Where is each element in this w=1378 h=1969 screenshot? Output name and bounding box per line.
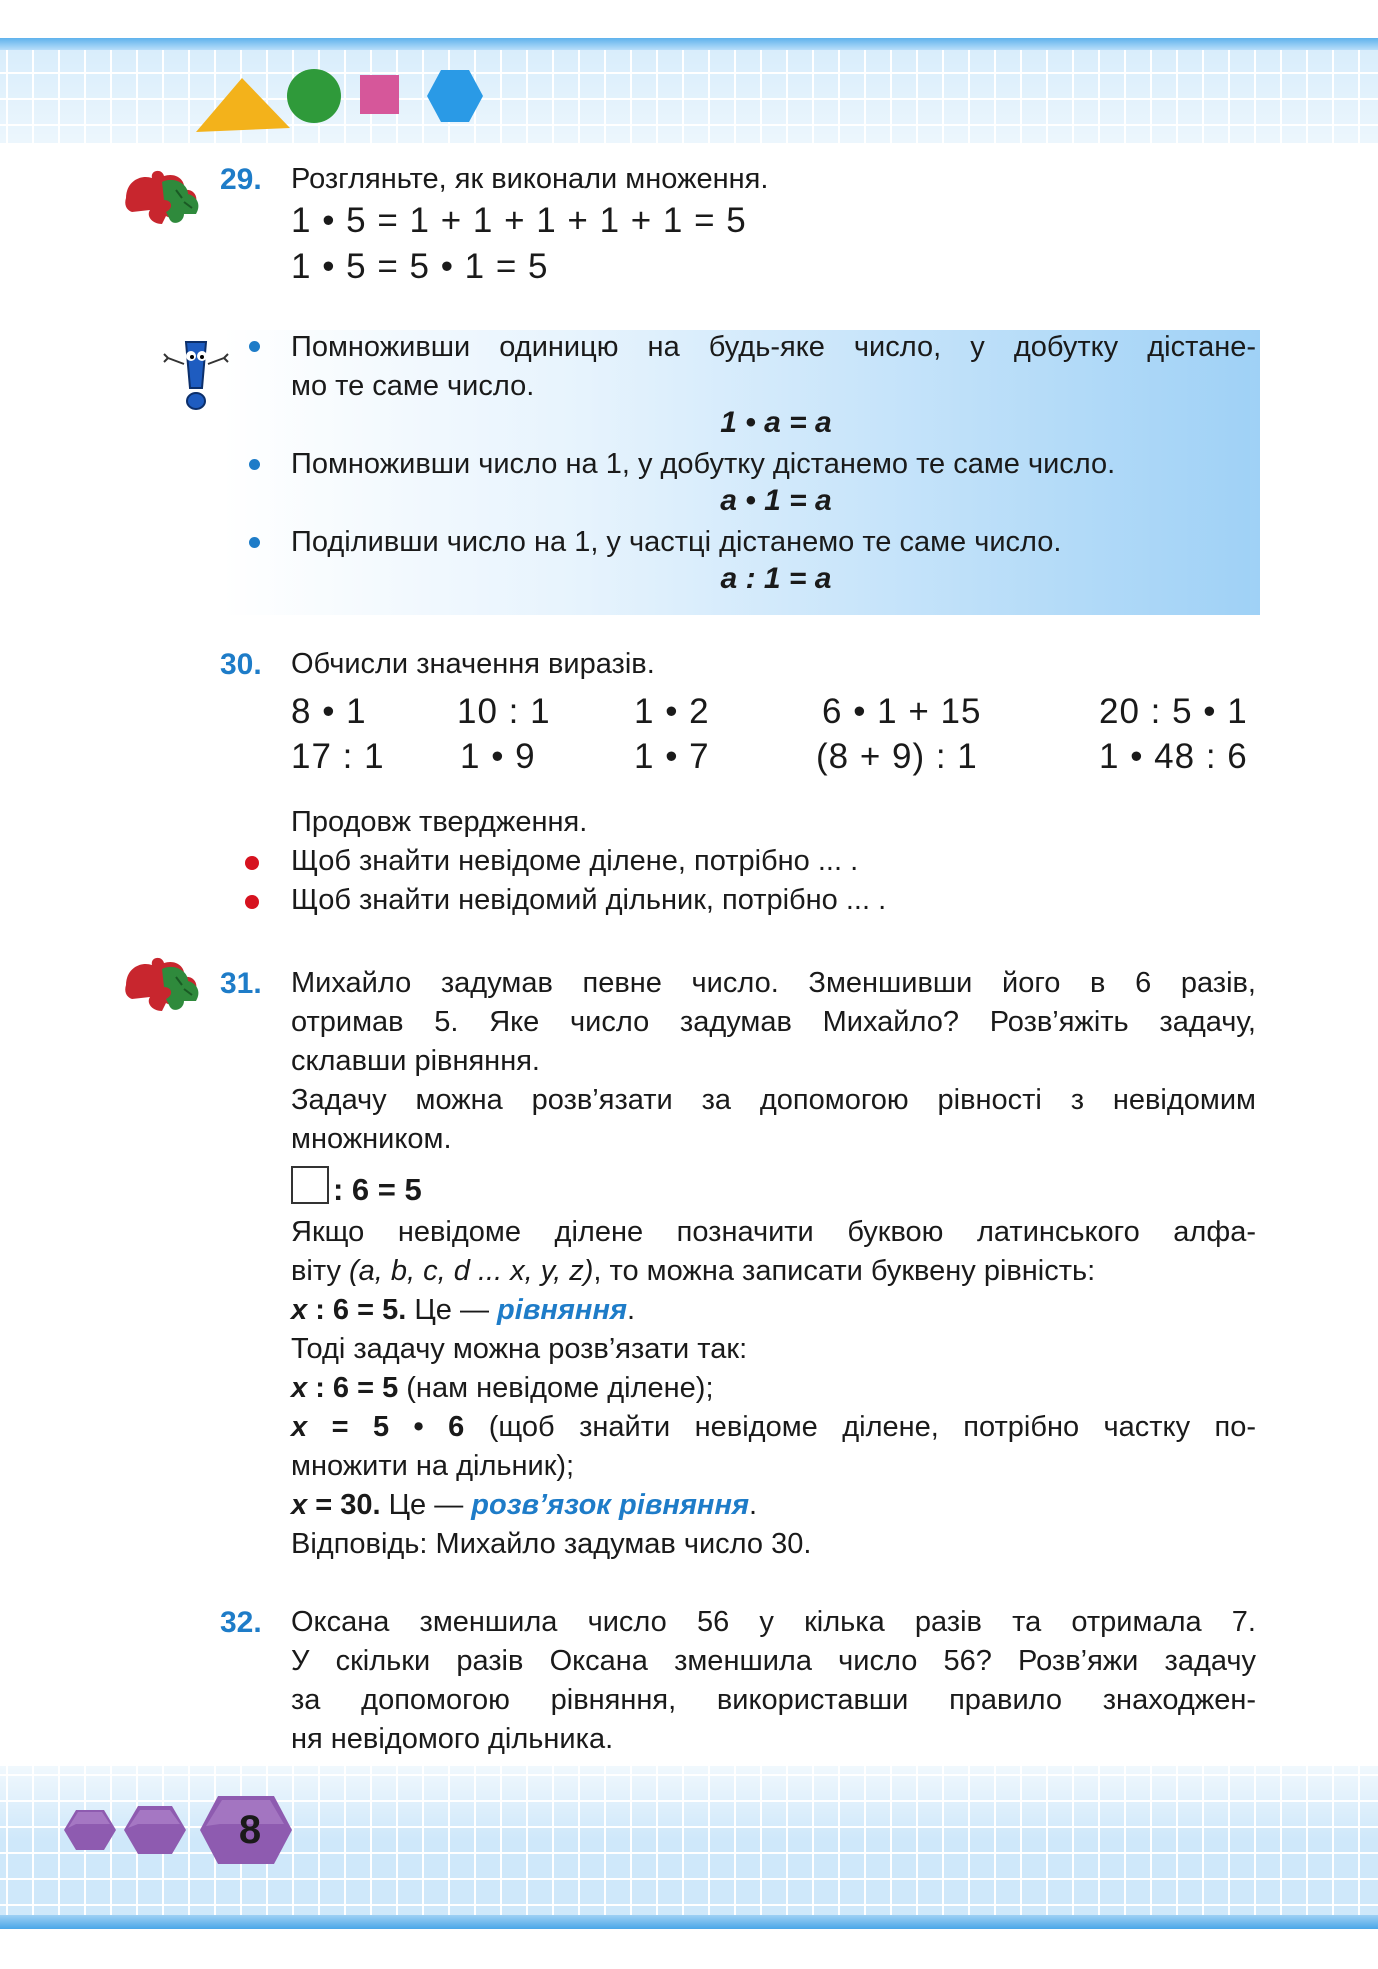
hexagon-shape-icon bbox=[427, 70, 483, 122]
solution-step-3 bbox=[291, 1486, 757, 1525]
expression: 10 : 1 bbox=[457, 692, 551, 731]
step-equation: = 30. bbox=[307, 1489, 381, 1521]
equation-tail: Це — bbox=[406, 1294, 498, 1326]
rule-bullet bbox=[249, 459, 260, 470]
step-note: (щоб знайти невідоме ділене, потрібно частку по- bbox=[464, 1411, 1257, 1443]
rule-2-text: Помноживши число на 1, у добутку дістанемо те саме число. bbox=[291, 448, 1116, 480]
answer: Відповідь: Михайло задумав число 30. bbox=[291, 1528, 812, 1560]
circle-shape-icon bbox=[287, 69, 341, 123]
task-29-number: 29. bbox=[220, 163, 262, 196]
task-31-line: отримав 5. Яке число задумав Михайло? Розв’яжіть задачу, bbox=[291, 1006, 1256, 1038]
rule-bullet bbox=[249, 537, 260, 548]
period: . bbox=[627, 1294, 636, 1326]
term-solution: розв’язок рівняння bbox=[471, 1489, 750, 1521]
expression: 6 • 1 + 15 bbox=[822, 692, 982, 731]
rule-1-line-2: мо те саме число. bbox=[291, 370, 535, 402]
expression: 1 • 9 bbox=[460, 737, 536, 776]
solution-step-2-cont: множити на дільник); bbox=[291, 1450, 575, 1482]
statement-bullet bbox=[245, 856, 259, 870]
step-equation: = 5 • 6 bbox=[307, 1411, 465, 1443]
equation-text: : 6 = 5. bbox=[307, 1294, 407, 1326]
rule-1-line-1: Помноживши одиницю на будь-яке число, у добутку дістане- bbox=[291, 331, 1256, 363]
statement-1: Щоб знайти невідоме ділене, потрібно ... . bbox=[291, 845, 859, 877]
task-31-line: Якщо невідоме ділене позначити буквою латинського алфа- bbox=[291, 1216, 1256, 1248]
period: . bbox=[749, 1489, 758, 1521]
expression: 17 : 1 bbox=[291, 737, 385, 776]
empty-box bbox=[291, 1166, 329, 1204]
task-31-line: Тоді задачу можна розв’язати так: bbox=[291, 1333, 748, 1365]
triangle-shape-icon bbox=[196, 78, 290, 132]
task-31-line-alphabet bbox=[291, 1252, 1095, 1291]
rule-3-formula: a : 1 = a bbox=[720, 562, 832, 595]
task-31-line: склавши рівняння. bbox=[291, 1045, 540, 1077]
task-29-equation-2: 1 • 5 = 5 • 1 = 5 bbox=[291, 247, 549, 286]
solution-step-1 bbox=[291, 1369, 714, 1408]
solution-step-2 bbox=[291, 1408, 1256, 1447]
task-30-number: 30. bbox=[220, 648, 262, 681]
task-31-number: 31. bbox=[220, 967, 262, 1000]
task-29-equation-1: 1 • 5 = 1 + 1 + 1 + 1 + 1 = 5 bbox=[291, 201, 747, 240]
step-tail: Це — bbox=[380, 1489, 472, 1521]
header-shapes bbox=[190, 58, 490, 138]
statement-bullet bbox=[245, 895, 259, 909]
expression: 20 : 5 • 1 bbox=[1099, 692, 1248, 731]
task-32-line: за допомогою рівняння, використавши правило знаходжен- bbox=[291, 1684, 1256, 1716]
expression: 1 • 7 bbox=[634, 737, 710, 776]
continue-label: Продовж твердження. bbox=[291, 806, 588, 838]
task-31-line: множником. bbox=[291, 1123, 452, 1155]
equation-definition bbox=[291, 1291, 635, 1330]
expression: 8 • 1 bbox=[291, 692, 367, 731]
variable-x: x bbox=[291, 1294, 308, 1326]
box-equation-text: : 6 = 5 bbox=[333, 1172, 422, 1207]
square-shape-icon bbox=[360, 75, 399, 114]
rule-2-formula: a • 1 = a bbox=[720, 484, 832, 517]
puzzle-icon bbox=[122, 955, 204, 1017]
task-30-title: Обчисли значення виразів. bbox=[291, 648, 655, 680]
task-32-line: ня невідомого дільника. bbox=[291, 1723, 614, 1755]
rule-3-text: Поділивши число на 1, у частці дістанемо те саме число. bbox=[291, 526, 1062, 558]
task-31-line: Задачу можна розв’язати за допомогою рівності з невідомим bbox=[291, 1084, 1256, 1116]
rule-1-formula: 1 • a = a bbox=[720, 406, 832, 439]
task-32-line: Оксана зменшила число 56 у кілька разів та отримала 7. bbox=[291, 1606, 1256, 1638]
expression: 1 • 2 bbox=[634, 692, 710, 731]
rule-bullet bbox=[249, 341, 260, 352]
variable-x: x bbox=[291, 1372, 308, 1404]
variable-x: x bbox=[291, 1489, 308, 1521]
exclamation-mascot-icon bbox=[160, 338, 232, 414]
alphabet-text: віту bbox=[291, 1255, 350, 1287]
variable-x: x bbox=[291, 1411, 308, 1443]
term-equation: рівняння bbox=[497, 1294, 628, 1326]
task-32-number: 32. bbox=[220, 1606, 262, 1639]
step-equation: : 6 = 5 bbox=[307, 1372, 399, 1404]
expression: 1 • 48 : 6 bbox=[1099, 737, 1248, 776]
step-note: (нам невідоме ділене); bbox=[398, 1372, 714, 1404]
alphabet-letters: (a, b, c, d ... x, y, z) bbox=[349, 1255, 594, 1287]
alphabet-text-tail: , то можна записати буквену рівність: bbox=[593, 1255, 1096, 1287]
expression: (8 + 9) : 1 bbox=[816, 737, 978, 776]
statement-2: Щоб знайти невідомий дільник, потрібно ... . bbox=[291, 884, 887, 916]
page-number: 8 bbox=[238, 1807, 262, 1852]
task-29-title: Розгляньте, як виконали множення. bbox=[291, 163, 769, 195]
puzzle-icon bbox=[122, 168, 204, 230]
task-31-line: Михайло задумав певне число. Зменшивши його в 6 разів, bbox=[291, 967, 1256, 999]
task-32-line: У скільки разів Оксана зменшила число 56? Розв’яжи задачу bbox=[291, 1645, 1256, 1677]
box-equation bbox=[291, 1166, 422, 1209]
